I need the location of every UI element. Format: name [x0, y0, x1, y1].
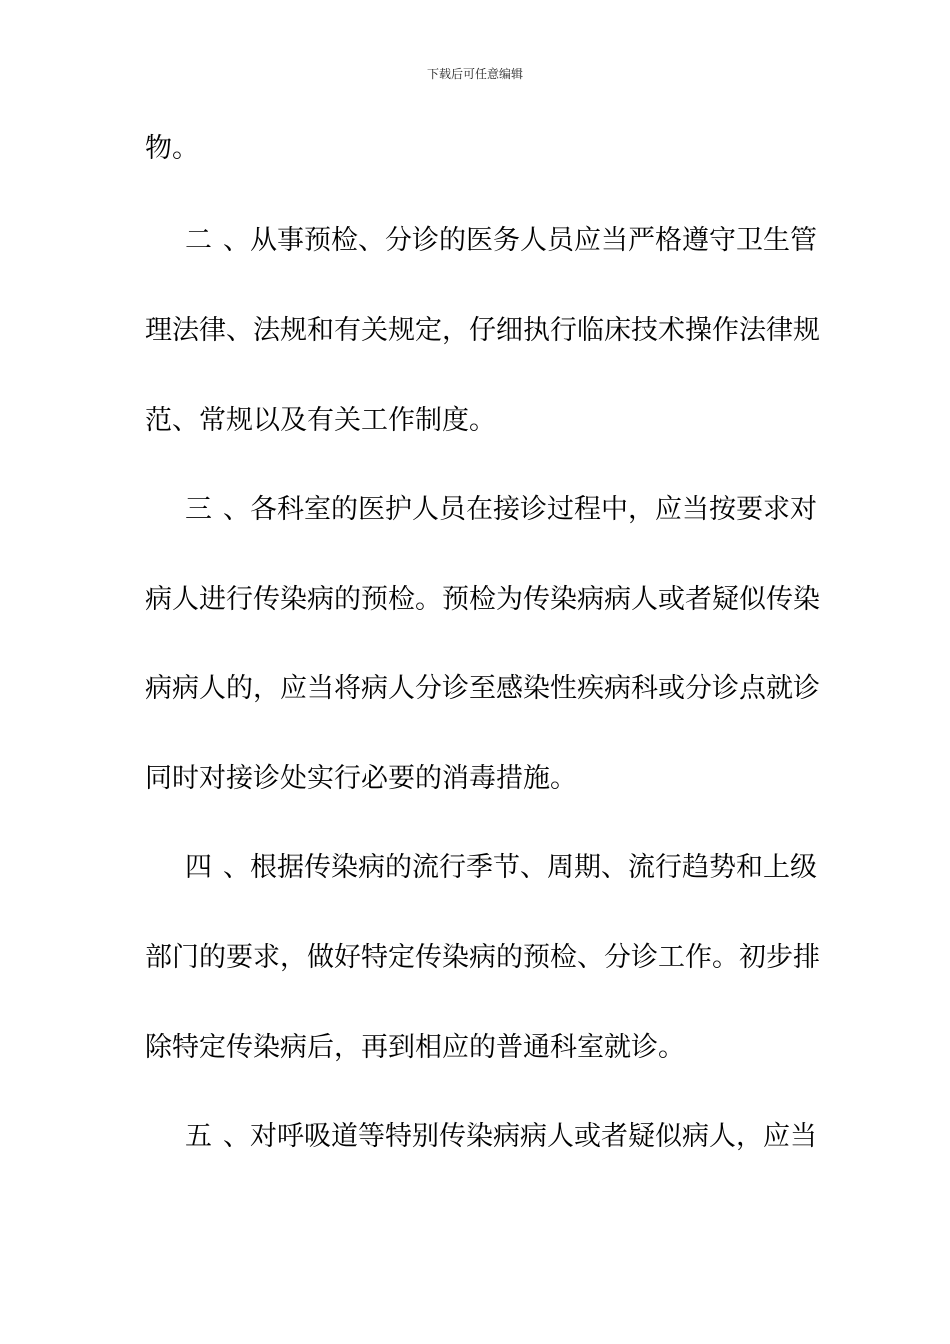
text-line: [145, 404, 815, 438]
line-text: 同时对接诊处实行必要的消毒措施。: [145, 763, 577, 794]
line-text: 病病人的，应当将病人分诊至感染性疾病科或分诊点就诊: [145, 673, 820, 704]
text-line: [145, 672, 820, 706]
section-number: 二、: [185, 225, 250, 256]
line-text: 从事预检、分诊的医务人员应当严格遵守卫生管: [250, 225, 817, 256]
text-line: [145, 941, 820, 975]
text-line: [145, 762, 815, 796]
line-text: 范、常规以及有关工作制度。: [145, 405, 496, 436]
line-text: 物。: [145, 133, 199, 164]
page-header: 下载后可任意编辑: [426, 67, 523, 81]
section-number: 三、: [185, 494, 250, 525]
section-heading-line: [145, 493, 815, 527]
section-number: 四、: [185, 852, 250, 883]
line-text: 理法律、法规和有关规定，仔细执行临床技术操作法律规: [145, 315, 820, 346]
section-heading-line: [145, 224, 815, 258]
line-text: 根据传染病的流行季节、周期、流行趋势和上级: [250, 852, 817, 883]
section-heading-line: [145, 1120, 815, 1154]
line-text: 除特定传染病后，再到相应的普通科室就诊。: [145, 1032, 685, 1063]
text-line: [145, 132, 815, 166]
section-number: 五、: [185, 1121, 250, 1152]
line-text: 部门的要求，做好特定传染病的预检、分诊工作。初步排: [145, 942, 820, 973]
text-line: [145, 583, 820, 617]
line-text: 各科室的医护人员在接诊过程中，应当按要求对: [250, 494, 817, 525]
text-line: [145, 1031, 815, 1065]
line-text: 病人进行传染病的预检。预检为传染病病人或者疑似传染: [145, 584, 820, 615]
text-line: [145, 314, 820, 348]
section-heading-line: [145, 851, 815, 885]
line-text: 对呼吸道等特别传染病病人或者疑似病人，应当: [250, 1121, 817, 1152]
